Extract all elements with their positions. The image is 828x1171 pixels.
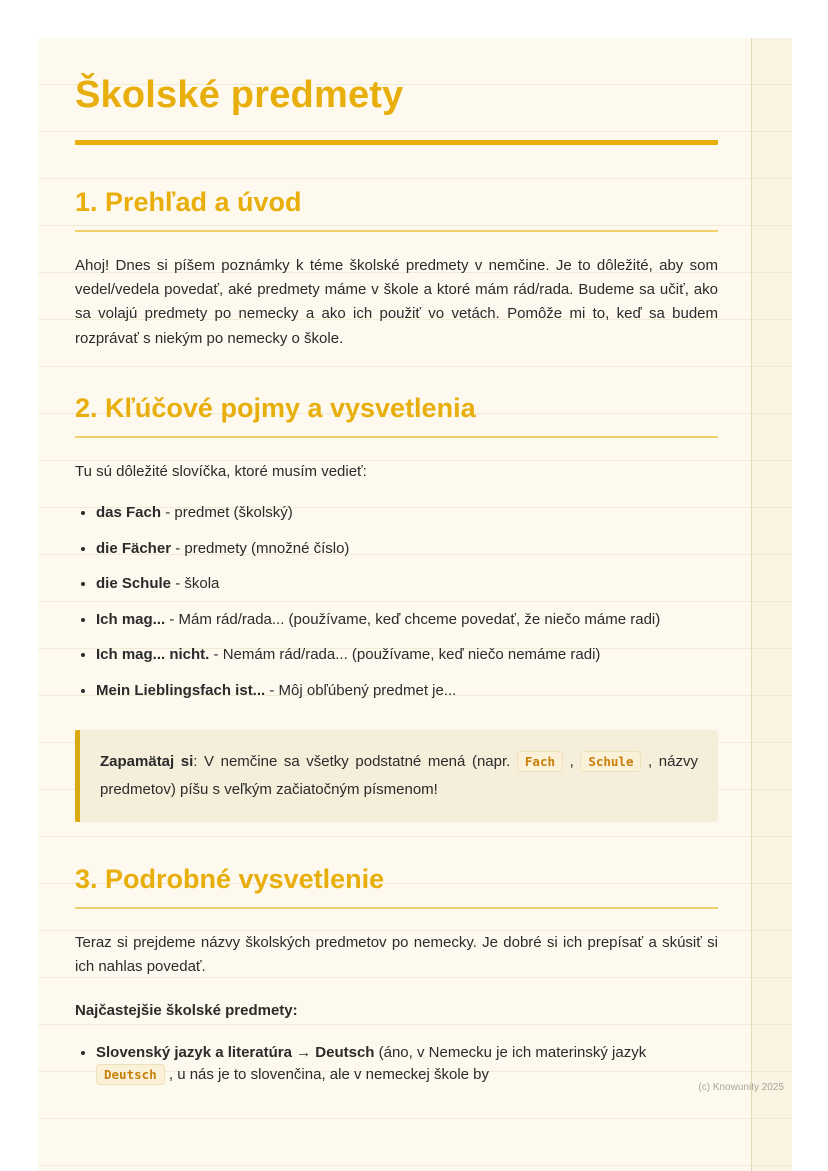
terms-intro: Tu sú dôležité slovíčka, ktoré musím vedieť:: [75, 462, 367, 480]
section-heading-1: 1. Prehľad a úvod: [75, 187, 718, 232]
term: das Fach: [96, 504, 162, 522]
page-title: Školské predmety: [75, 74, 404, 116]
callout-segment: , názvy predmetov) píšu s veľkým začiatočným písmenom!: [100, 753, 698, 798]
term-definition: - škola: [171, 575, 220, 593]
term: Mein Lieblingsfach ist...: [96, 681, 266, 699]
section-heading-3: 3. Podrobné vysvetlenie: [75, 864, 718, 909]
term-definition: - Nemám rád/rada... (používame, keď niečo nemáme radi): [209, 646, 601, 664]
section-detailed-explanation: [75, 864, 718, 1087]
section-paragraph: Teraz si prejdeme názvy školských predmetov po nemecky. Je dobré si ich prepísať a skúsiť si ich nahlas povedať.: [75, 933, 718, 975]
subject-note: , u nás je to slovenčina, ale v nemeckej škole by: [164, 1066, 490, 1084]
inline-code-chip: Fach: [517, 751, 563, 772]
list-item: [96, 644, 718, 667]
subjects-list: [75, 1042, 718, 1087]
term-definition: - Môj obľúbený predmet je...: [265, 681, 457, 699]
section-paragraph: Ahoj! Dnes si píšem poznámky k téme školské predmety v nemčine. Je to dôležité, aby som vedel/vedela povedať, aké predmety máme v škole a ktoré mám rád/rada. Budeme sa učiť, ako sa volajú predmety po nemecky a ako ich použiť vo vetách. Pomôže mi to, keď sa budem rozprávať s niekým po nemecky o škole.: [75, 256, 718, 347]
section-key-terms: [75, 393, 718, 822]
list-item: [96, 502, 718, 525]
document-content: [38, 38, 792, 1087]
term-definition: - predmet (školský): [161, 504, 293, 522]
list-item: [96, 609, 718, 632]
list-item: [96, 1042, 718, 1087]
term-definition: - predmety (množné číslo): [171, 539, 350, 557]
note-callout: [75, 730, 718, 822]
callout-lead: Zapamätaj si: [100, 753, 194, 771]
term-definition: - Mám rád/rada... (používame, keď chceme povedať, že niečo máme radi): [165, 610, 661, 628]
callout-segment: ,: [563, 753, 581, 771]
section-heading-2: 2. Kľúčové pojmy a vysvetlenia: [75, 393, 718, 438]
list-item: [96, 573, 718, 596]
paper-sheet: [38, 38, 792, 1171]
callout-segment: : V nemčine sa všetky podstatné mená (napr.: [193, 753, 517, 771]
subheading: Najčastejšie školské predmety:: [75, 1002, 298, 1020]
terms-list: [75, 502, 718, 702]
callout-text: [100, 748, 698, 804]
inline-code-chip: Deutsch: [96, 1064, 165, 1085]
footer-credit: (c) Knowunity 2025: [698, 1082, 784, 1093]
title-divider: [75, 140, 718, 145]
term: die Fächer: [96, 539, 172, 557]
subject-note: (áno, v Nemecku je ich materinský jazyk: [374, 1043, 647, 1061]
section-overview: [75, 187, 718, 351]
subject-name: Slovenský jazyk a literatúra → Deutsch: [96, 1043, 375, 1061]
list-item: [96, 538, 718, 561]
term: Ich mag...: [96, 610, 166, 628]
inline-code-chip: Schule: [580, 751, 641, 772]
list-item: [96, 680, 718, 703]
term: die Schule: [96, 575, 172, 593]
term: Ich mag... nicht.: [96, 646, 210, 664]
